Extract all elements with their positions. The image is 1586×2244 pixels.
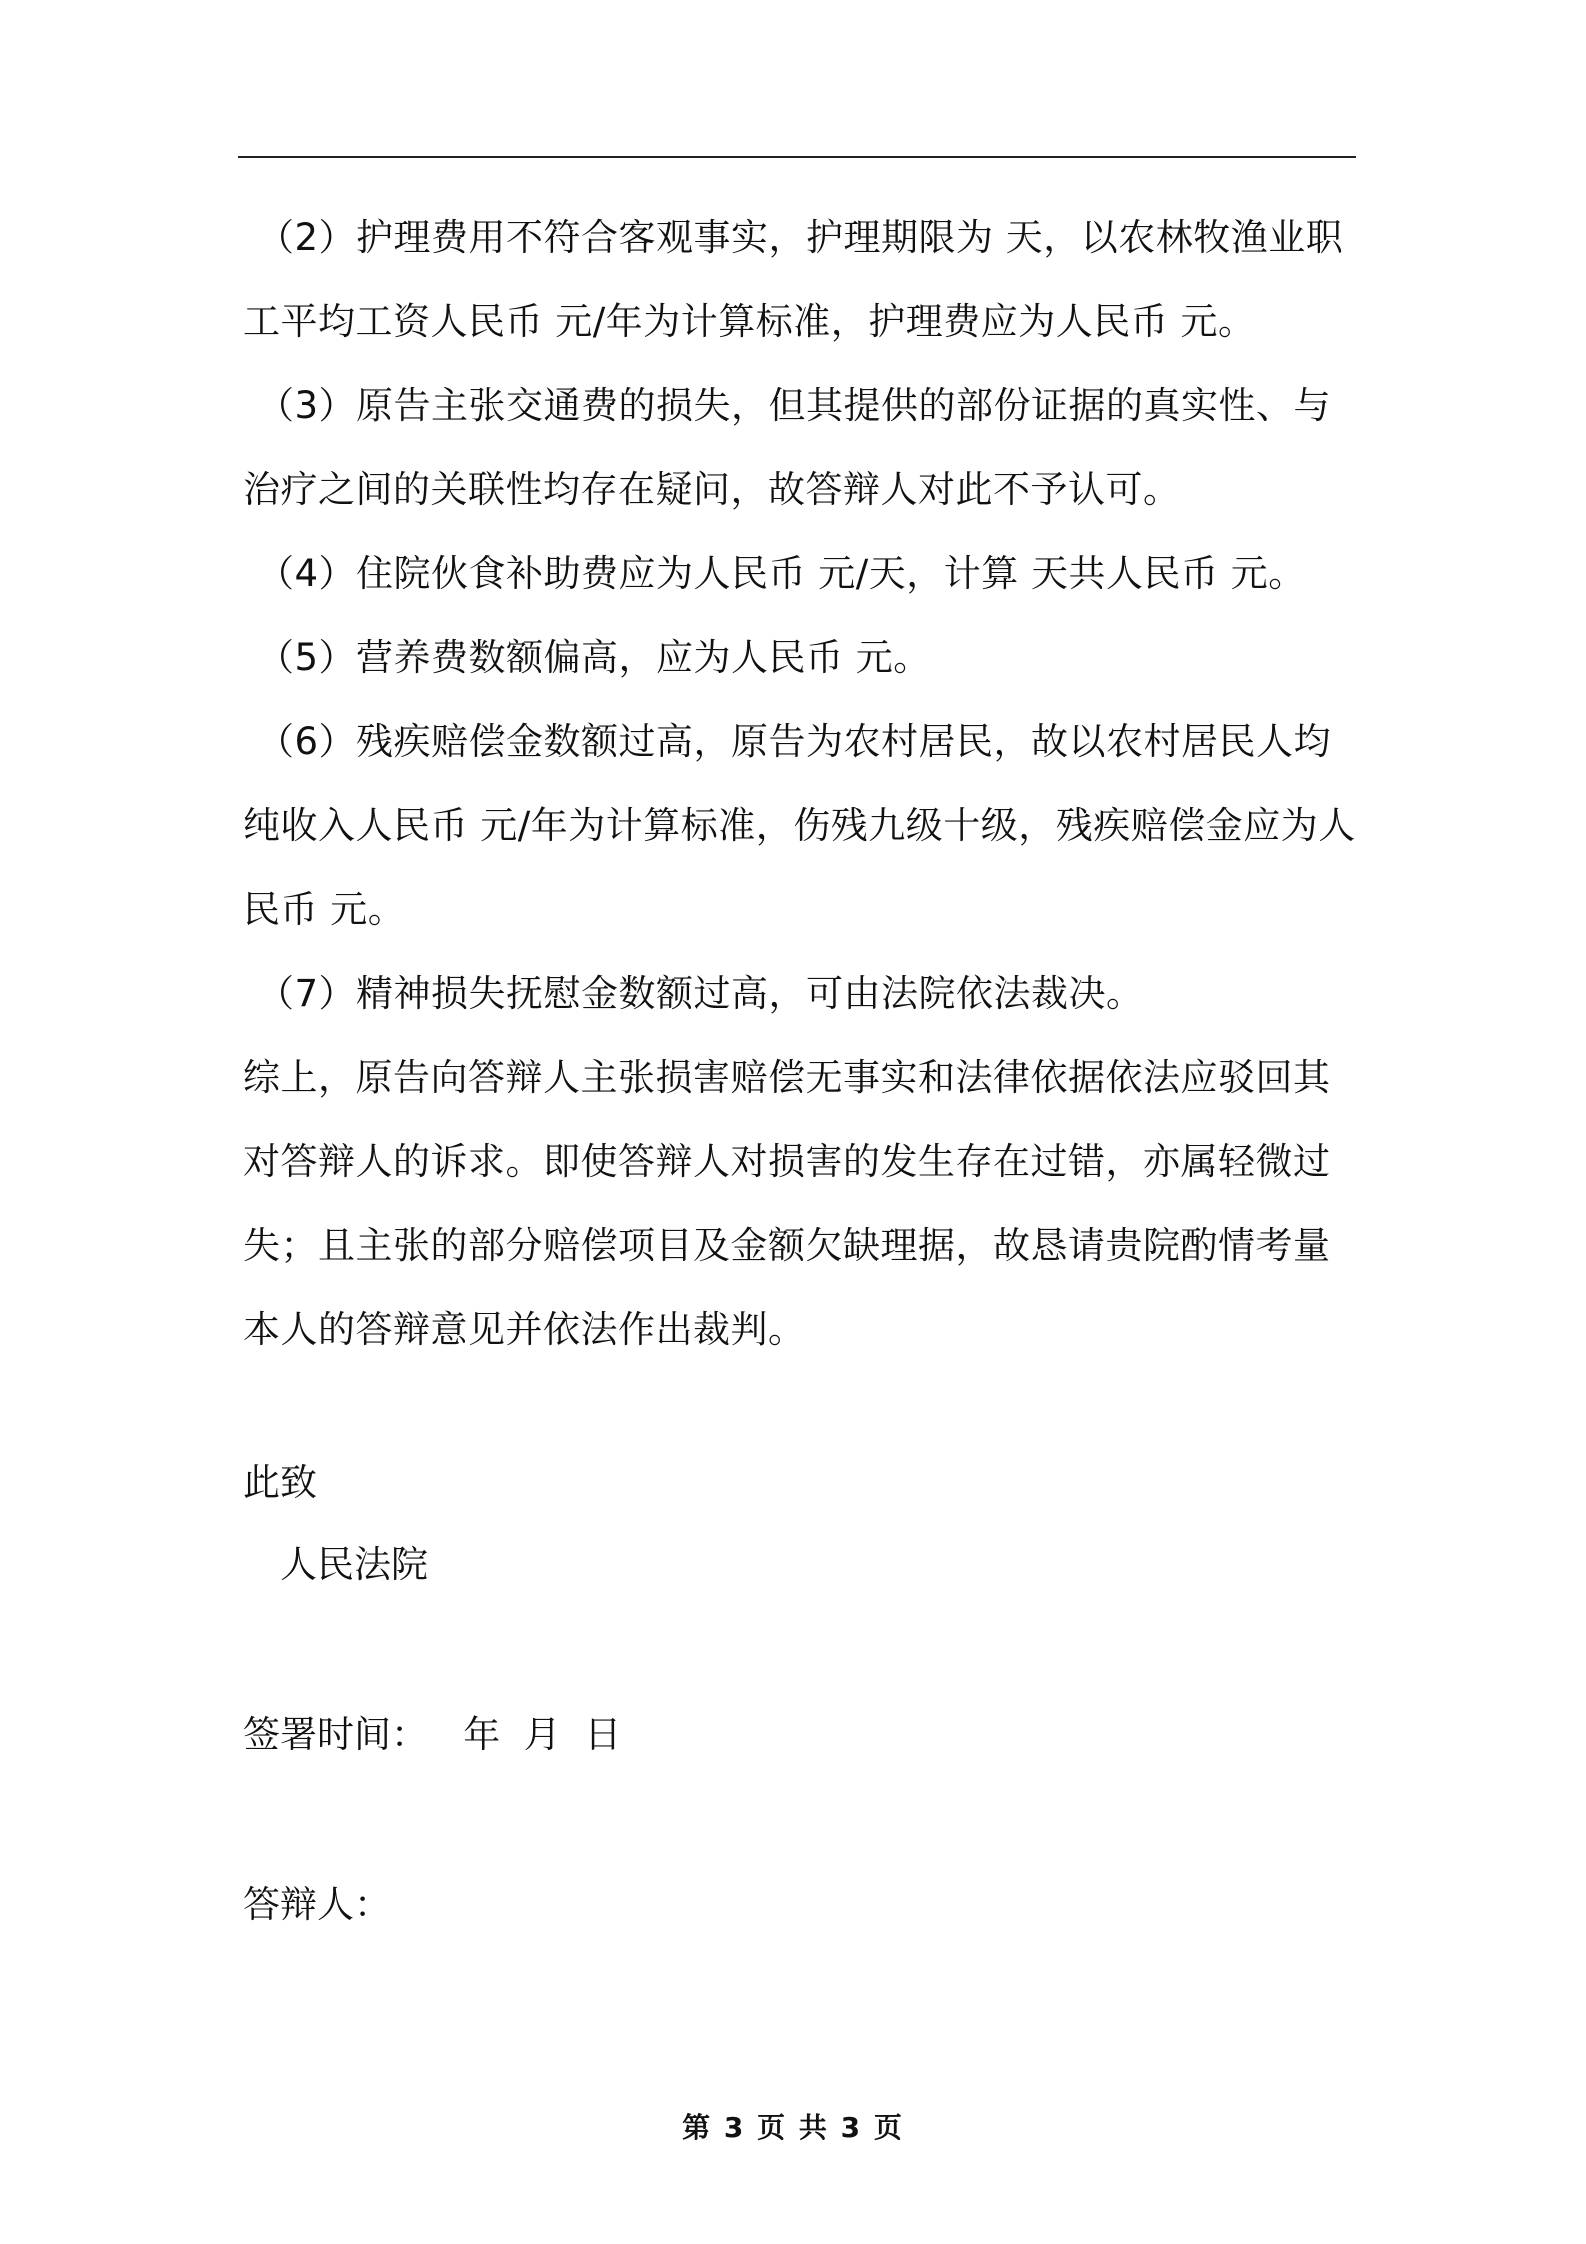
salutation: 此致 bbox=[243, 1461, 317, 1504]
paragraph-item-2: （2）护理费用不符合客观事实，护理期限为 天，以农林牧渔业职工平均工资人民币 元/年为计算标准，护理费应为人民币 元。 bbox=[243, 216, 1344, 343]
paragraph-item-3: （3）原告主张交通费的损失，但其提供的部份证据的真实性、与治疗之间的关联性均存在疑问，故答辩人对此不予认可。 bbox=[243, 384, 1332, 511]
paragraph-item-5: （5）营养费数额偏高，应为人民币 元。 bbox=[257, 636, 931, 679]
page-footer: 第 3 页 共 3 页 bbox=[682, 2111, 904, 2144]
paragraph-item-6: （6）残疾赔偿金数额过高，原告为农村居民，故以农村居民人均纯收入人民币 元/年为计算标准，伤残九级十级，残疾赔偿金应为人民币 元。 bbox=[243, 720, 1356, 931]
court-name: 人民法院 bbox=[280, 1543, 428, 1586]
paragraph-item-7: （7）精神损失抚慰金数额过高，可由法院依法裁决。 bbox=[257, 972, 1144, 1015]
respondent-label: 答辩人： bbox=[243, 1883, 391, 1926]
document-body bbox=[243, 196, 1361, 1372]
sign-time: 签署时间： 年 月 日 bbox=[243, 1713, 622, 1756]
header-rule bbox=[238, 156, 1356, 158]
paragraph-item-4: （4）住院伙食补助费应为人民币 元/天，计算 天共人民币 元。 bbox=[257, 552, 1306, 595]
paragraph-summary: 综上，原告向答辩人主张损害赔偿无事实和法律依据依法应驳回其对答辩人的诉求。即使答辩人对损害的发生存在过错，亦属轻微过失；且主张的部分赔偿项目及金额欠缺理据，故恳请贵院酌情考量本人的答辩意见并依法作出裁判。 bbox=[243, 1056, 1331, 1351]
